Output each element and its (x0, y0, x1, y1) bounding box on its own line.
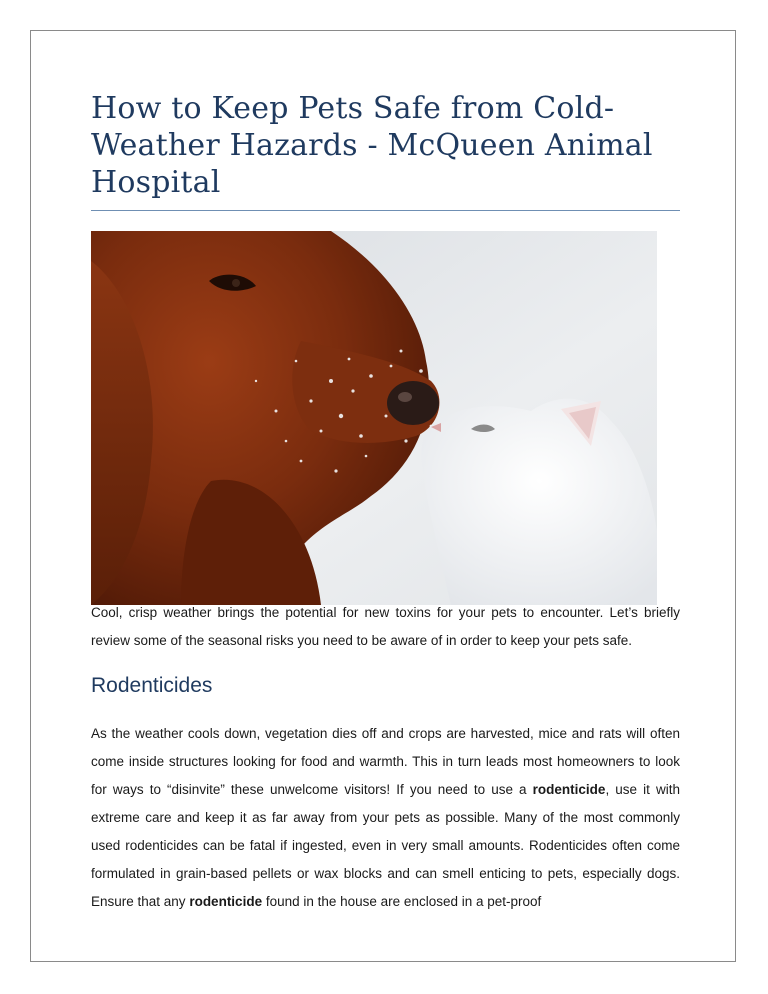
paragraph-text: As the weather cools down, vegetation dies off and crops are harvested, mice and rats will often come inside structures looking for food and warmth. This in turn leads most homeowners to look for ways to “disinvite” these unwelcome visitors! If you need to use a (91, 726, 680, 797)
page-title: How to Keep Pets Safe from Cold-Weather Hazards - McQueen Animal Hospital (91, 91, 653, 200)
hero-image (91, 231, 657, 605)
bold-term: rodenticide (532, 782, 606, 797)
bold-term: rodenticide (189, 894, 263, 909)
title-underline (91, 210, 680, 211)
paragraph-text: , use it with extreme care and keep it as far away from your pets as possible. Many of the most commonly used rodenticides can be fatal if ingested, even in very small amounts. Rodenticides often come formulated in grain-based pellets or wax blocks and can smell enticing to pets, especially dogs. Ensure that any (91, 782, 680, 909)
section-heading-rodenticides: Rodenticides (91, 674, 213, 697)
intro-paragraph: Cool, crisp weather brings the potential for new toxins for your pets to encounter. Let’s briefly review some of the seasonal risks you need to be aware of in order to keep your pets safe. (91, 605, 680, 648)
paragraph-text: found in the house are enclosed in a pet-proof (262, 894, 542, 909)
rodenticides-paragraph (91, 720, 680, 916)
